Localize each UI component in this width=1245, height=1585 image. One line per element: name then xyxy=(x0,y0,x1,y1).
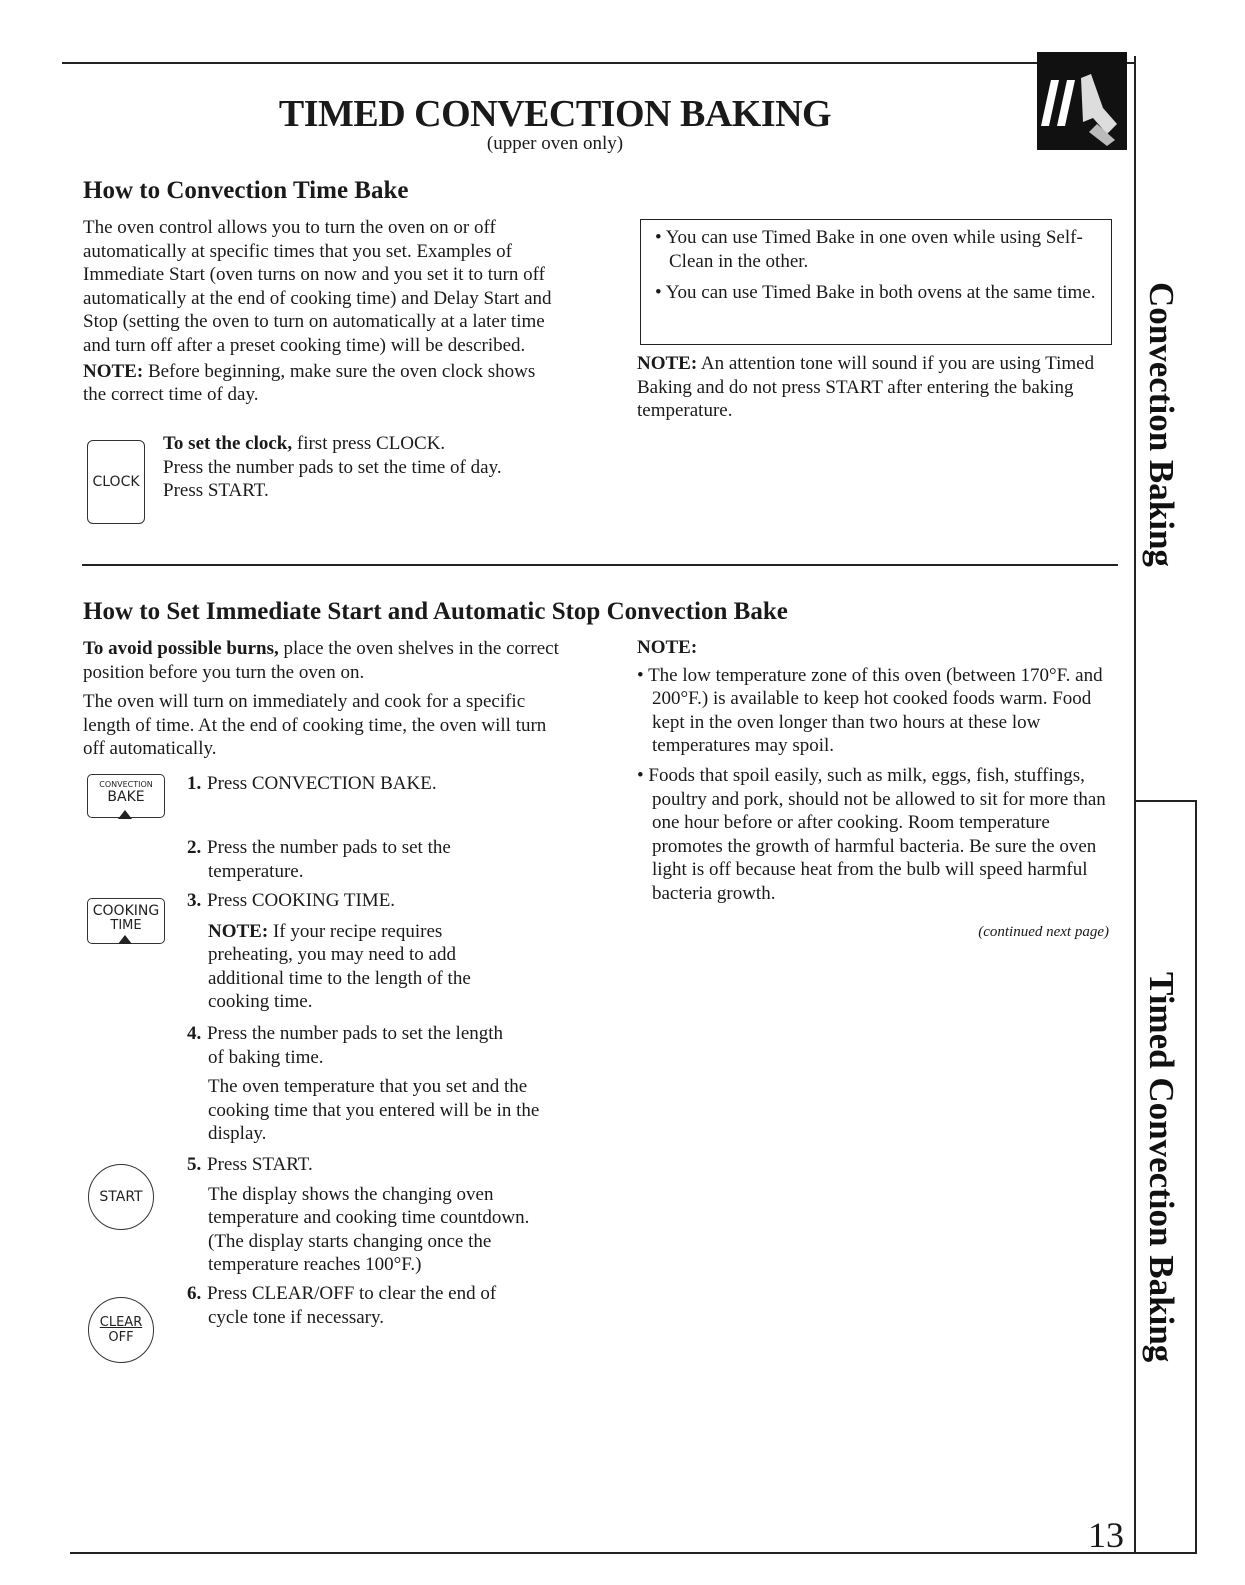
page-title: TIMED CONVECTION BAKING xyxy=(278,93,832,135)
step-extra: The oven temperature that you set and the cooking time that you entered will be in the display. xyxy=(208,1076,540,1145)
note2-label: NOTE: xyxy=(637,353,698,374)
callout-item-text: You can use Timed Bake in one oven while using Self-Clean in the other. xyxy=(665,227,1083,272)
side-tab-divider xyxy=(1134,800,1197,802)
step-2 xyxy=(187,836,587,883)
step-number: 3. xyxy=(187,890,202,911)
side-tab-left-border xyxy=(1134,56,1136,1552)
clock-note xyxy=(83,360,561,407)
start-key xyxy=(88,1164,154,1230)
clock-line3: Press START. xyxy=(163,480,269,502)
note-item: • The low temperature zone of this oven (between 170°F. and 200°F.) is available to keep hot cooked foods warm. Food kept in the oven longer than two hours at these low temperatures may spoil. xyxy=(637,664,1103,757)
start-key-label: START xyxy=(99,1189,143,1205)
page-number: 13 xyxy=(1088,1515,1124,1555)
arrow-up-icon xyxy=(118,810,132,819)
food-safety-notes xyxy=(637,636,1117,912)
attention-tone-note xyxy=(637,352,1117,423)
convection-key-line2: BAKE xyxy=(107,789,145,805)
top-rule xyxy=(62,62,1134,64)
callout-item-text: You can use Timed Bake in both ovens at the same time. xyxy=(665,282,1096,304)
step-number: 1. xyxy=(187,773,202,794)
clear-key-line1: CLEAR xyxy=(99,1315,143,1330)
step-extra: The display shows the changing oven temperature and cooking time countdown. (The display starts changing once the temperature reaches 100°F.) xyxy=(208,1183,530,1276)
convection-key-line1: CONVECTION xyxy=(99,780,153,789)
step-4 xyxy=(187,1022,587,1146)
step-text: Press CONVECTION BAKE. xyxy=(207,773,437,794)
continued-next-page: (continued next page) xyxy=(978,924,1109,940)
note2-text: An attention tone will sound if you are using Timed Baking and do not press START after entering the baking temperature. xyxy=(637,353,1095,422)
side-tab-convection-baking: Convection Baking xyxy=(1142,282,1181,567)
bottom-rule xyxy=(70,1552,1197,1554)
step-text: Press CLEAR/OFF to clear the end of xyxy=(207,1283,497,1304)
notes-label: NOTE: xyxy=(637,637,698,658)
step-note-label: NOTE: xyxy=(208,920,269,942)
step-5 xyxy=(187,1153,587,1277)
section1-heading: How to Convection Time Bake xyxy=(83,177,409,204)
intro-paragraph: The oven control allows you to turn the oven on or off automatically at specific times that you set. Examples of Immediate Start (oven turns on now and you set it to turn off automatically at the end of cooking time) and Delay Start and Stop (setting the oven to turn on automatically at a later time and turn off after a preset cooking time) will be described. xyxy=(83,217,552,356)
step-number: 2. xyxy=(187,837,202,858)
clock-key xyxy=(87,440,145,524)
section2-intro xyxy=(83,637,561,763)
note-item-text: The low temperature zone of this oven (between 170°F. and 200°F.) is available to keep hot cooked foods warm. Food kept in the oven longer than two hours at these low temperatures may spoil. xyxy=(648,664,1103,757)
step-text: Press START. xyxy=(207,1154,313,1175)
page-subtitle: (upper oven only) xyxy=(486,133,624,154)
note-label: NOTE: xyxy=(83,360,144,382)
step-number: 4. xyxy=(187,1023,202,1044)
note-text: Before beginning, make sure the oven clock shows the correct time of day. xyxy=(83,360,536,406)
burn-warning xyxy=(83,637,561,684)
cooking-key-line2: TIME xyxy=(110,918,142,933)
clock-instructions xyxy=(163,432,583,503)
step-note xyxy=(187,920,528,1014)
note-item-text: Foods that spoil easily, such as milk, eggs, fish, stuffings, poultry and pork, should not be allowed to sit for more than one hour before or after cooking. Room temperature promotes the growth of harmful bacteria. Be sure the oven light is off because heat from the bulb will speed harmful bacteria growth. xyxy=(648,764,1106,904)
step-text: Press COOKING TIME. xyxy=(207,890,396,911)
step-6 xyxy=(187,1282,587,1329)
step-note-text: If your recipe requires preheating, you may need to add additional time to the length of the cooking time. xyxy=(208,920,471,1013)
step-number: 6. xyxy=(187,1283,202,1304)
side-tab-right-border xyxy=(1195,800,1197,1552)
clock-line2: Press the number pads to set the time of day. xyxy=(163,456,502,478)
arrow-up-icon xyxy=(118,935,132,944)
step-3 xyxy=(187,889,587,1014)
step-text: Press the number pads to set the length xyxy=(207,1023,504,1044)
step-1 xyxy=(187,772,587,796)
clock-line1: first press CLOCK. xyxy=(292,433,446,454)
clear-off-key xyxy=(88,1297,154,1363)
clock-key-label: CLOCK xyxy=(92,474,140,490)
section2-paragraph: The oven will turn on immediately and cook for a specific length of time. At the end of cooking time, the oven will turn off automatically. xyxy=(83,691,547,760)
clock-bold: To set the clock, xyxy=(163,433,293,454)
step-text: Press the number pads to set the xyxy=(207,837,451,858)
side-tab-timed-convection-baking: Timed Convection Baking xyxy=(1142,972,1181,1363)
step-text-cont: of baking time. xyxy=(208,1046,324,1068)
clear-key-line2: OFF xyxy=(108,1330,134,1345)
step-text-cont: cycle tone if necessary. xyxy=(208,1306,385,1328)
callout-item: • You can use Timed Bake in both ovens at the same time. xyxy=(655,282,1096,304)
step-text-cont: temperature. xyxy=(208,860,304,882)
timed-bake-callout xyxy=(640,219,1112,345)
section-divider xyxy=(82,564,1118,566)
burn-text: place the oven shelves in the correct position before you turn the oven on. xyxy=(83,638,559,683)
burn-bold: To avoid possible burns, xyxy=(83,638,279,659)
note-item: • Foods that spoil easily, such as milk, eggs, fish, stuffings, poultry and pork, should not be allowed to sit for more than one hour before or after cooking. Room temperature promotes the growth of harmful bacteria. Be sure the oven light is off because heat from the bulb will speed harmful bacteria growth. xyxy=(637,764,1106,904)
cooking-key-line1: COOKING xyxy=(92,903,160,919)
step-number: 5. xyxy=(187,1154,202,1175)
section2-heading: How to Set Immediate Start and Automatic Stop Convection Bake xyxy=(83,598,788,625)
section1-intro xyxy=(83,216,561,409)
callout-item: • You can use Timed Bake in one oven while using Self-Clean in the other. xyxy=(655,227,1083,272)
